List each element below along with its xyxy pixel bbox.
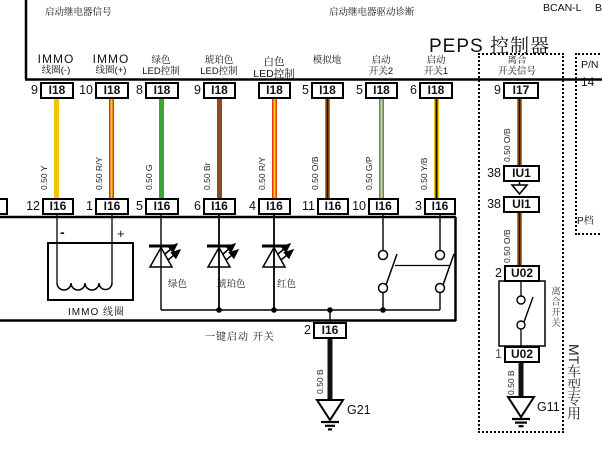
immo-coil-label: IMMO 线圈 xyxy=(68,307,125,318)
wire-green-pink xyxy=(379,99,384,198)
pin-function-pn: P/N xyxy=(581,59,599,71)
led-red-icon xyxy=(262,215,293,310)
function-line2: LED控制 xyxy=(142,66,180,77)
signal-label-start-relay-diagnosis: 启动继电器驱动诊断 xyxy=(329,7,415,18)
pin-number: 5 xyxy=(136,199,143,213)
pin-number: 5 xyxy=(356,83,363,97)
pin-function-clutch-switch-signal xyxy=(475,55,559,77)
function-line1: IMMO xyxy=(92,52,130,66)
wire-label: 0.50 O/B xyxy=(502,229,512,263)
wire-label: 0.50 Y/B xyxy=(419,157,429,190)
function-line2: 开关1 xyxy=(423,66,449,77)
pin-number: 12 xyxy=(26,199,40,213)
wire-label: 0.50 Br xyxy=(202,162,212,190)
wire-label: 0.50 Y xyxy=(39,165,49,190)
function-line1: IMMO xyxy=(37,52,75,66)
wire-orange-black xyxy=(325,99,330,198)
pin-number: 8 xyxy=(136,83,143,97)
led-label-red: 红色 xyxy=(277,279,297,290)
connector-i16: I16 xyxy=(145,198,179,215)
connector-i18: I18 xyxy=(40,82,74,99)
function-line2: 线圈(-) xyxy=(41,65,71,76)
pin-number: 1 xyxy=(495,347,502,361)
wire-label: 0.50 G/P xyxy=(364,156,374,190)
wire-label: 0.50 R/Y xyxy=(257,156,267,190)
function-line1: 启动 xyxy=(371,55,391,66)
function-line2: 线圈(+) xyxy=(95,65,127,76)
connector-ui1: UI1 xyxy=(503,196,540,213)
pin-number: 2 xyxy=(304,323,311,337)
function-line1: 离合 xyxy=(507,55,527,66)
wire-label: 0.50 R/Y xyxy=(94,156,104,190)
pin-number: 6 xyxy=(410,83,417,97)
signal-label-bcan-l: BCAN-L xyxy=(543,2,582,14)
start-switch-unit-label: 一键启动 开关 xyxy=(205,332,275,343)
wire-green xyxy=(159,99,164,198)
pin-number: 5 xyxy=(302,83,309,97)
function-line2: 开关信号 xyxy=(497,66,536,77)
function-line1: 琥珀色 xyxy=(204,55,234,66)
wire-label: 0.50 B xyxy=(506,370,516,395)
wire-label: 0.50 O/B xyxy=(502,128,512,162)
immo-minus-sign: - xyxy=(60,224,65,240)
connector-i18: I18 xyxy=(419,82,453,99)
connector-i16: I16 xyxy=(317,198,349,215)
start-switch-contact-2 xyxy=(436,215,455,310)
led-green-icon xyxy=(149,215,180,310)
led-label-green: 绿色 xyxy=(168,279,188,290)
wire-label: 0.50 B xyxy=(315,369,325,394)
function-line1: 绿色 xyxy=(151,55,171,66)
ground-label-g11: G11 xyxy=(537,400,560,414)
pin-number: 4 xyxy=(249,199,256,213)
connector-i18: I18 xyxy=(145,82,179,99)
connector-fragment xyxy=(0,198,8,215)
pin-number: 11 xyxy=(302,199,315,213)
wire-yellow-black xyxy=(434,99,439,198)
pin-number-14: 14 xyxy=(581,75,595,89)
connector-i16: I16 xyxy=(368,198,399,215)
connector-i18: I18 xyxy=(95,82,129,99)
pin-number: 38 xyxy=(487,166,501,180)
connector-u02: U02 xyxy=(504,346,540,363)
connector-i18: I18 xyxy=(311,82,344,99)
connector-i18: I18 xyxy=(365,82,398,99)
immo-plus-sign: + xyxy=(117,226,125,241)
p-gear-label: P档 xyxy=(577,216,594,227)
connector-i18: I18 xyxy=(258,82,291,99)
wire-red-yellow xyxy=(109,99,114,198)
connector-i16: I16 xyxy=(42,198,74,215)
connector-u02: U02 xyxy=(504,265,540,282)
start-switch-contact-1 xyxy=(379,215,398,310)
wire-red-yellow xyxy=(272,99,277,198)
connector-i18: I18 xyxy=(203,82,236,99)
function-line2: LED控制 xyxy=(200,66,238,77)
pin-number: 6 xyxy=(194,199,201,213)
signal-label-start-relay: 启动继电器信号 xyxy=(45,7,112,18)
pin-number: 2 xyxy=(495,266,502,280)
ground-label-g21: G21 xyxy=(347,403,371,417)
connector-i16: I16 xyxy=(203,198,236,215)
wire-label: 0.50 G xyxy=(144,164,154,190)
wire-yellow xyxy=(54,99,59,198)
signal-label-b-truncated: B xyxy=(595,2,602,14)
pin-number: 3 xyxy=(415,199,422,213)
connector-i16: I16 xyxy=(95,198,129,215)
function-line1: 启动 xyxy=(426,55,446,66)
pin-number: 9 xyxy=(31,83,38,97)
function-line2: LED控制 xyxy=(253,68,295,80)
pin-function-start-switch-1 xyxy=(394,55,478,77)
connector-i17: I17 xyxy=(503,82,539,99)
mt-option-box xyxy=(478,53,564,433)
connector-iu1: IU1 xyxy=(503,165,540,182)
pin-number: 9 xyxy=(494,83,501,97)
peps-title: PEPS 控制器 xyxy=(429,36,550,57)
pin-number: 9 xyxy=(194,83,201,97)
pin-number: 10 xyxy=(79,83,93,97)
led-amber-icon xyxy=(207,215,238,310)
function-line1: 白色 xyxy=(263,56,285,68)
clutch-switch-label: 离合开关 xyxy=(549,286,560,328)
connector-i16: I16 xyxy=(258,198,291,215)
wire-label: 0.50 O/B xyxy=(310,156,320,190)
mt-note-label: MT车型专用 xyxy=(566,344,582,421)
function-line2: 模拟地 xyxy=(312,55,342,66)
led-label-amber: 琥珀色 xyxy=(217,279,246,290)
connector-i16: I16 xyxy=(424,198,456,215)
pin-number: 38 xyxy=(487,197,501,211)
pin-number: 10 xyxy=(352,199,366,213)
function-line2: 开关2 xyxy=(368,66,394,77)
connector-i16: I16 xyxy=(313,322,347,339)
pin-number: 1 xyxy=(86,199,93,213)
wire-brown xyxy=(217,99,222,198)
